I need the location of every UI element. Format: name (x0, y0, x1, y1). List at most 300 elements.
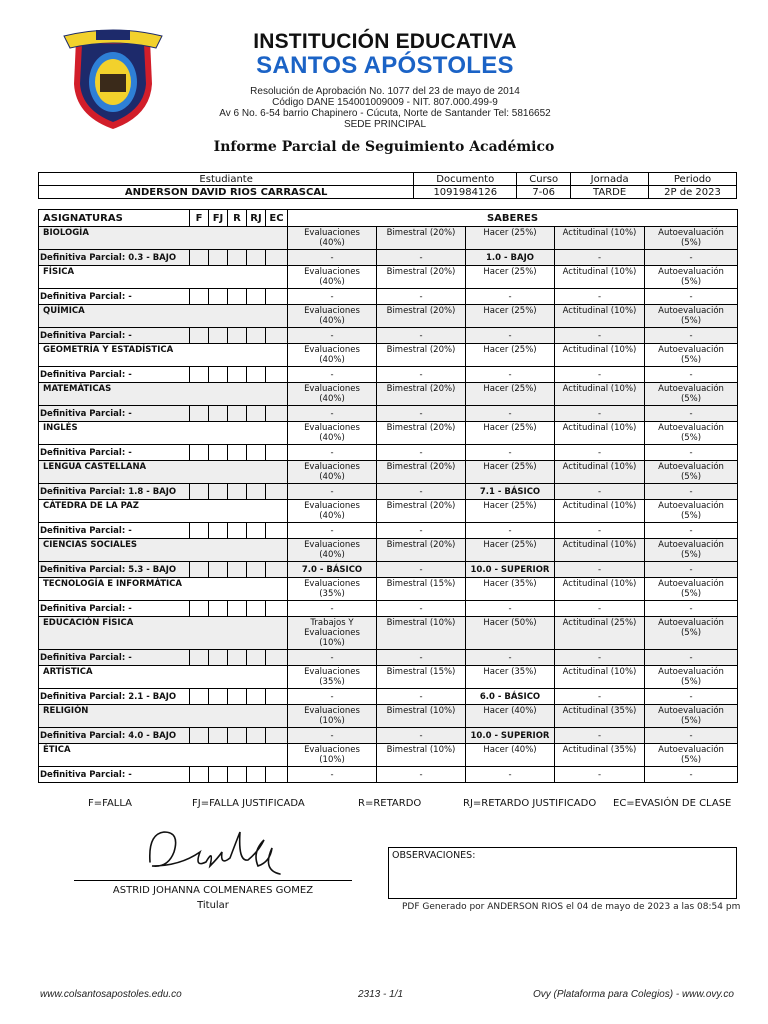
subject-row (39, 744, 738, 767)
saber-label: Bimestral (20%) (377, 344, 466, 367)
institution-name-line2: SANTOS APÓSTOLES (256, 52, 514, 79)
evasion-cell (266, 728, 288, 744)
partial-final-grade: Definitiva Parcial: - (39, 523, 190, 539)
saber-value: - (377, 484, 466, 500)
retardo-justificado-cell (247, 367, 266, 383)
saber-label: Autoevaluación (5%) (645, 666, 738, 689)
saber-value: - (288, 289, 377, 305)
saber-label: Actitudinal (10%) (555, 305, 645, 328)
evasion-cell (266, 650, 288, 666)
saber-label: Hacer (25%) (466, 266, 555, 289)
saber-label: Evaluaciones (10%) (288, 744, 377, 767)
partial-final-grade: Definitiva Parcial: - (39, 767, 190, 783)
saber-value: - (377, 601, 466, 617)
institution-name-line1: INSTITUCIÓN EDUCATIVA (253, 30, 517, 53)
saber-label: Autoevaluación (5%) (645, 578, 738, 601)
subject-row (39, 266, 738, 289)
saber-value: - (555, 250, 645, 266)
saber-label: Autoevaluación (5%) (645, 617, 738, 650)
subject-row (39, 461, 738, 484)
saber-value: - (645, 406, 738, 422)
retardo-cell (228, 250, 247, 266)
saber-label: Hacer (25%) (466, 305, 555, 328)
saber-value: - (288, 767, 377, 783)
student-period: 2P de 2023 (649, 186, 737, 199)
saber-value: - (377, 328, 466, 344)
partial-final-grade: Definitiva Parcial: - (39, 601, 190, 617)
generated-note: PDF Generado por ANDERSON RIOS el 04 de mayo de 2023 a las 08:54 pm (402, 902, 741, 912)
saber-value: - (466, 650, 555, 666)
saber-label: Actitudinal (10%) (555, 227, 645, 250)
saber-value: - (466, 601, 555, 617)
saber-label: Bimestral (10%) (377, 705, 466, 728)
subject-final-row (39, 650, 738, 666)
retardo-cell (228, 289, 247, 305)
saber-label: Hacer (25%) (466, 344, 555, 367)
saber-value: 10.0 - SUPERIOR (466, 562, 555, 578)
saber-label: Actitudinal (10%) (555, 266, 645, 289)
partial-final-grade: Definitiva Parcial: - (39, 406, 190, 422)
saber-value: - (555, 601, 645, 617)
falla-cell (190, 484, 209, 500)
saber-value: - (466, 328, 555, 344)
student-name: ANDERSON DAVID RIOS CARRASCAL (39, 186, 414, 199)
saber-value: - (555, 406, 645, 422)
saber-label: Evaluaciones (40%) (288, 539, 377, 562)
grades-table (38, 209, 738, 783)
saber-value: - (645, 523, 738, 539)
evasion-cell (266, 601, 288, 617)
evasion-cell (266, 406, 288, 422)
subject-final-row (39, 689, 738, 705)
saber-label: Autoevaluación (5%) (645, 744, 738, 767)
saber-value: 6.0 - BÁSICO (466, 689, 555, 705)
saber-value: - (555, 767, 645, 783)
saber-label: Hacer (50%) (466, 617, 555, 650)
saber-value: - (555, 289, 645, 305)
student-course: 7-06 (517, 186, 571, 199)
retardo-cell (228, 484, 247, 500)
falla-justificada-cell (209, 289, 228, 305)
saber-value: - (466, 289, 555, 305)
observations-label: OBSERVACIONES: (392, 850, 476, 861)
retardo-justificado-cell (247, 250, 266, 266)
subject-row (39, 539, 738, 562)
saberes-header: SABERES (288, 210, 738, 227)
subject-name: ÉTICA (39, 744, 288, 767)
falla-header: F (190, 210, 209, 227)
subject-final-row (39, 484, 738, 500)
saber-value: - (645, 650, 738, 666)
saber-label: Actitudinal (35%) (555, 705, 645, 728)
falla-justificada-cell (209, 650, 228, 666)
saber-label: Bimestral (15%) (377, 666, 466, 689)
saber-value: - (645, 601, 738, 617)
saber-label: Evaluaciones (40%) (288, 500, 377, 523)
partial-final-grade: Definitiva Parcial: - (39, 650, 190, 666)
saber-value: - (466, 523, 555, 539)
subject-name: LENGUA CASTELLANA (39, 461, 288, 484)
saber-value: - (377, 250, 466, 266)
saber-label: Autoevaluación (5%) (645, 227, 738, 250)
saber-label: Hacer (40%) (466, 705, 555, 728)
partial-final-grade: Definitiva Parcial: - (39, 289, 190, 305)
saber-label: Evaluaciones (35%) (288, 666, 377, 689)
saber-value: - (555, 523, 645, 539)
saber-label: Trabajos Y Evaluaciones (10%) (288, 617, 377, 650)
saber-label: Autoevaluación (5%) (645, 461, 738, 484)
saber-label: Actitudinal (10%) (555, 383, 645, 406)
saber-value: - (288, 728, 377, 744)
signer-name: ASTRID JOHANNA COLMENARES GOMEZ (112, 885, 314, 896)
saber-label: Hacer (25%) (466, 461, 555, 484)
falla-justificada-cell (209, 523, 228, 539)
saber-label: Hacer (25%) (466, 500, 555, 523)
footer-website: www.colsantosapostoles.edu.co (40, 989, 182, 1000)
saber-value: - (466, 445, 555, 461)
saber-value: - (645, 367, 738, 383)
saber-label: Actitudinal (10%) (555, 422, 645, 445)
saber-value: - (466, 767, 555, 783)
saber-label: Bimestral (15%) (377, 578, 466, 601)
falla-cell (190, 601, 209, 617)
retardo-justificado-cell (247, 767, 266, 783)
saber-label: Autoevaluación (5%) (645, 539, 738, 562)
partial-final-grade: Definitiva Parcial: 0.3 - BAJO (39, 250, 190, 266)
saber-value: - (645, 767, 738, 783)
subject-name: QUÍMICA (39, 305, 288, 328)
saber-value: - (466, 406, 555, 422)
subject-name: ARTÍSTICA (39, 666, 288, 689)
retardo-cell (228, 406, 247, 422)
subject-row (39, 383, 738, 406)
saber-value: - (645, 445, 738, 461)
subject-final-row (39, 289, 738, 305)
address-text: Av 6 No. 6-54 barrio Chapinero - Cúcuta, Norte de Santander Tel: 5816652 (219, 108, 551, 119)
grades-header-row (39, 210, 738, 227)
partial-final-grade: Definitiva Parcial: 5.3 - BAJO (39, 562, 190, 578)
saber-label: Evaluaciones (40%) (288, 461, 377, 484)
subject-row (39, 578, 738, 601)
saber-value: - (645, 484, 738, 500)
saber-label: Actitudinal (10%) (555, 539, 645, 562)
saber-label: Autoevaluación (5%) (645, 305, 738, 328)
falla-cell (190, 562, 209, 578)
retardo-justificado-cell (247, 328, 266, 344)
partial-final-grade: Definitiva Parcial: 1.8 - BAJO (39, 484, 190, 500)
saber-value: - (377, 523, 466, 539)
subject-row (39, 617, 738, 650)
falla-justificada-cell (209, 445, 228, 461)
subject-final-row (39, 406, 738, 422)
saber-value: - (288, 367, 377, 383)
document-header: Documento (414, 173, 517, 186)
subject-row (39, 422, 738, 445)
saber-label: Evaluaciones (10%) (288, 705, 377, 728)
retardo-justificado-cell (247, 523, 266, 539)
saber-value: - (645, 728, 738, 744)
retardo-justificado-cell (247, 406, 266, 422)
saber-value: - (377, 367, 466, 383)
saber-value: - (555, 728, 645, 744)
falla-cell (190, 250, 209, 266)
evasion-cell (266, 328, 288, 344)
saber-label: Actitudinal (25%) (555, 617, 645, 650)
saber-value: - (555, 328, 645, 344)
subjects-header: ASIGNATURAS (39, 210, 190, 227)
saber-label: Bimestral (20%) (377, 227, 466, 250)
falla-cell (190, 689, 209, 705)
saber-label: Autoevaluación (5%) (645, 383, 738, 406)
retardo-cell (228, 650, 247, 666)
falla-cell (190, 728, 209, 744)
handwritten-signature (140, 822, 290, 880)
saber-label: Bimestral (20%) (377, 383, 466, 406)
subject-final-row (39, 728, 738, 744)
falla-cell (190, 406, 209, 422)
saber-value: 7.0 - BÁSICO (288, 562, 377, 578)
falla-cell (190, 523, 209, 539)
saber-label: Actitudinal (10%) (555, 461, 645, 484)
saber-value: - (288, 445, 377, 461)
saber-value: - (645, 289, 738, 305)
retardo-cell (228, 445, 247, 461)
legend-retardo: R=RETARDO (358, 798, 422, 809)
evasion-cell (266, 689, 288, 705)
evasion-cell (266, 289, 288, 305)
subject-name: CIENCIAS SOCIALES (39, 539, 288, 562)
signer-role: Titular (197, 900, 229, 911)
saber-label: Bimestral (20%) (377, 539, 466, 562)
subject-name: INGLÉS (39, 422, 288, 445)
evasion-cell (266, 250, 288, 266)
retardo-cell (228, 689, 247, 705)
footer-page: 2313 - 1/1 (358, 989, 404, 1000)
saber-value: - (288, 250, 377, 266)
retardo-cell (228, 767, 247, 783)
subject-name: CÁTEDRA DE LA PAZ (39, 500, 288, 523)
subject-row (39, 705, 738, 728)
saber-label: Evaluaciones (40%) (288, 266, 377, 289)
footer-platform: Ovy (Plataforma para Colegios) - www.ovy.co (533, 989, 734, 1000)
saber-label: Autoevaluación (5%) (645, 500, 738, 523)
retardo-cell (228, 728, 247, 744)
falla-cell (190, 328, 209, 344)
institution-meta (180, 86, 590, 130)
saber-label: Autoevaluación (5%) (645, 344, 738, 367)
student-shift: TARDE (571, 186, 649, 199)
saber-label: Bimestral (10%) (377, 617, 466, 650)
student-name-header: Estudiante (39, 173, 414, 186)
saber-value: - (288, 328, 377, 344)
signature-line (74, 880, 352, 881)
retardo-cell (228, 562, 247, 578)
resolution-text: Resolución de Aprobación No. 1077 del 23 de mayo de 2014 (250, 86, 520, 97)
falla-justificada-cell (209, 484, 228, 500)
period-header: Periodo (649, 173, 737, 186)
falla-justificada-cell (209, 562, 228, 578)
subject-name: TECNOLOGÍA E INFORMÁTICA (39, 578, 288, 601)
student-header-row (39, 173, 737, 186)
saber-value: - (377, 728, 466, 744)
saber-label: Hacer (25%) (466, 422, 555, 445)
subject-name: FÍSICA (39, 266, 288, 289)
falla-cell (190, 445, 209, 461)
partial-final-grade: Definitiva Parcial: - (39, 328, 190, 344)
falla-cell (190, 289, 209, 305)
subject-name: RELIGIÓN (39, 705, 288, 728)
legend-retardo-justificado: RJ=RETARDO JUSTIFICADO (463, 798, 597, 809)
subject-name: BIOLOGÍA (39, 227, 288, 250)
saber-label: Hacer (40%) (466, 744, 555, 767)
saber-label: Hacer (25%) (466, 539, 555, 562)
retardo-cell (228, 601, 247, 617)
dane-text: Código DANE 154001009009 - NIT. 807.000.499-9 (272, 97, 498, 108)
saber-value: - (645, 250, 738, 266)
saber-value: 10.0 - SUPERIOR (466, 728, 555, 744)
subject-final-row (39, 250, 738, 266)
falla-justificada-header: FJ (209, 210, 228, 227)
sede-text: SEDE PRINCIPAL (343, 119, 427, 130)
saber-label: Actitudinal (10%) (555, 578, 645, 601)
retardo-justificado-cell (247, 650, 266, 666)
course-header: Curso (517, 173, 571, 186)
retardo-justificado-cell (247, 562, 266, 578)
retardo-header: R (228, 210, 247, 227)
saber-value: - (288, 406, 377, 422)
saber-value: - (555, 650, 645, 666)
retardo-justificado-cell (247, 601, 266, 617)
saber-value: - (288, 689, 377, 705)
retardo-justificado-cell (247, 445, 266, 461)
saber-value: - (377, 406, 466, 422)
evasion-header: EC (266, 210, 288, 227)
evasion-cell (266, 367, 288, 383)
saber-value: - (288, 601, 377, 617)
retardo-cell (228, 523, 247, 539)
saber-value: 7.1 - BÁSICO (466, 484, 555, 500)
student-value-row (39, 186, 737, 199)
subject-row (39, 344, 738, 367)
retardo-justificado-cell (247, 728, 266, 744)
retardo-justificado-header: RJ (247, 210, 266, 227)
saber-label: Bimestral (20%) (377, 461, 466, 484)
falla-justificada-cell (209, 406, 228, 422)
falla-cell (190, 767, 209, 783)
saber-label: Autoevaluación (5%) (645, 422, 738, 445)
saber-value: - (377, 289, 466, 305)
evasion-cell (266, 562, 288, 578)
saber-value: 1.0 - BAJO (466, 250, 555, 266)
saber-label: Hacer (35%) (466, 578, 555, 601)
saber-label: Evaluaciones (35%) (288, 578, 377, 601)
retardo-justificado-cell (247, 289, 266, 305)
saber-value: - (645, 562, 738, 578)
school-shield-logo (62, 26, 164, 130)
observations-box (388, 847, 737, 899)
partial-final-grade: Definitiva Parcial: 4.0 - BAJO (39, 728, 190, 744)
saber-label: Hacer (35%) (466, 666, 555, 689)
subject-row (39, 500, 738, 523)
falla-justificada-cell (209, 601, 228, 617)
evasion-cell (266, 484, 288, 500)
partial-final-grade: Definitiva Parcial: - (39, 445, 190, 461)
falla-justificada-cell (209, 367, 228, 383)
saber-label: Bimestral (20%) (377, 422, 466, 445)
subject-final-row (39, 767, 738, 783)
saber-value: - (377, 562, 466, 578)
saber-label: Autoevaluación (5%) (645, 266, 738, 289)
retardo-cell (228, 328, 247, 344)
saber-value: - (377, 445, 466, 461)
saber-value: - (377, 650, 466, 666)
saber-value: - (377, 767, 466, 783)
subject-row (39, 305, 738, 328)
subject-final-row (39, 601, 738, 617)
falla-justificada-cell (209, 689, 228, 705)
saber-value: - (645, 328, 738, 344)
retardo-cell (228, 367, 247, 383)
saber-label: Evaluaciones (40%) (288, 383, 377, 406)
falla-justificada-cell (209, 250, 228, 266)
saber-label: Evaluaciones (40%) (288, 422, 377, 445)
subject-name: MATEMÁTICAS (39, 383, 288, 406)
student-document: 1091984126 (414, 186, 517, 199)
legend-evasion: EC=EVASIÓN DE CLASE (613, 798, 732, 809)
saber-value: - (555, 562, 645, 578)
saber-value: - (555, 689, 645, 705)
falla-cell (190, 367, 209, 383)
subject-final-row (39, 523, 738, 539)
saber-value: - (288, 650, 377, 666)
saber-value: - (466, 367, 555, 383)
saber-label: Actitudinal (35%) (555, 744, 645, 767)
partial-final-grade: Definitiva Parcial: - (39, 367, 190, 383)
subject-final-row (39, 445, 738, 461)
report-title: Informe Parcial de Seguimiento Académico (213, 139, 555, 155)
subject-final-row (39, 562, 738, 578)
retardo-justificado-cell (247, 484, 266, 500)
saber-label: Hacer (25%) (466, 227, 555, 250)
subject-name: GEOMETRÍA Y ESTADÍSTICA (39, 344, 288, 367)
falla-justificada-cell (209, 728, 228, 744)
evasion-cell (266, 767, 288, 783)
falla-justificada-cell (209, 328, 228, 344)
saber-label: Hacer (25%) (466, 383, 555, 406)
evasion-cell (266, 445, 288, 461)
saber-label: Bimestral (20%) (377, 500, 466, 523)
falla-cell (190, 650, 209, 666)
student-info-table (38, 172, 737, 199)
subject-final-row (39, 367, 738, 383)
subject-row (39, 666, 738, 689)
saber-value: - (288, 523, 377, 539)
saber-label: Actitudinal (10%) (555, 500, 645, 523)
saber-label: Evaluaciones (40%) (288, 227, 377, 250)
falla-justificada-cell (209, 767, 228, 783)
subject-name: EDUCACIÓN FÍSICA (39, 617, 288, 650)
evasion-cell (266, 523, 288, 539)
subject-final-row (39, 328, 738, 344)
saber-value: - (555, 484, 645, 500)
legend-falla: F=FALLA (88, 798, 133, 809)
saber-label: Actitudinal (10%) (555, 666, 645, 689)
saber-label: Bimestral (20%) (377, 305, 466, 328)
saber-label: Bimestral (10%) (377, 744, 466, 767)
saber-value: - (645, 689, 738, 705)
saber-value: - (555, 367, 645, 383)
legend-falla-justificada: FJ=FALLA JUSTIFICADA (192, 798, 305, 809)
